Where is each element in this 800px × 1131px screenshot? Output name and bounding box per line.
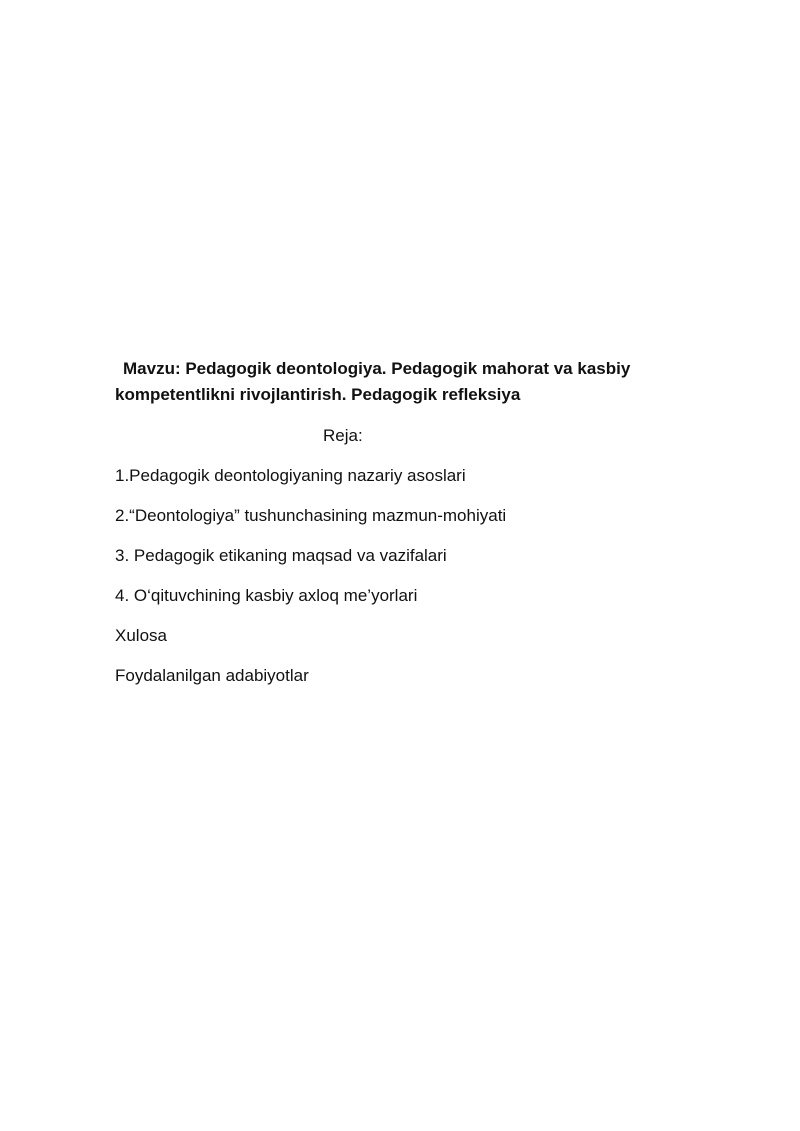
document-title: Mavzu: Pedagogik deontologiya. Pedagogik mahorat va kasbiy kompetentlikni rivojlantirish. Pedagogik refleksiya: [115, 359, 631, 404]
plan-item-2: 2.“Deontologiya” tushunchasining mazmun-mohiyati: [115, 506, 507, 525]
document-content: [115, 356, 745, 686]
plan-item-4: 4. O‘qituvchining kasbiy axloq me’yorlari: [115, 586, 418, 605]
plan-heading: Reja:: [323, 426, 363, 445]
plan-item-1: 1.Pedagogik deontologiyaning nazariy asoslari: [115, 466, 466, 485]
plan-item-references: Foydalanilgan adabiyotlar: [115, 666, 309, 685]
plan-item-3: 3. Pedagogik etikaning maqsad va vazifalari: [115, 546, 447, 565]
plan-item-conclusion: Xulosa: [115, 626, 167, 645]
